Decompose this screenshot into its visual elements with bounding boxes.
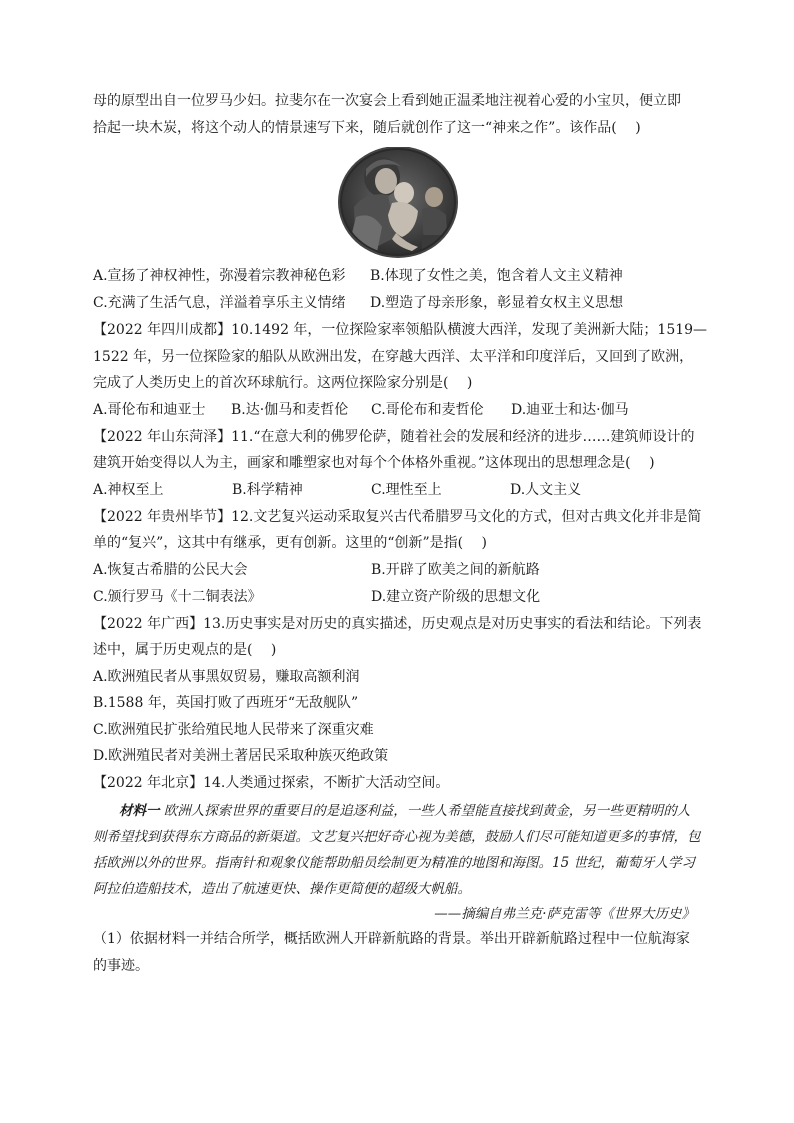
q10-line-1: 【2022 年四川成都】10.1492 年，一位探险家率领船队横渡大西洋，发现了美洲新大陆；1519—: [93, 322, 708, 338]
material-text: 欧洲人探索世界的重要目的是追逐利益，一些人希望能直接找到黄金，另一些更精明的人则希望找到获得东方商品的新渠道。文艺复兴把好奇心视为美德，鼓励人们尽可能知道更多的事情，包括欧洲以外的世界。指南针和观象仪能帮助船员绘制更为精准的地图和海图。15 世纪，葡萄牙人学习阿拉伯造船技术，造出了航速更快、操作更简便的超级大帆船。: [93, 803, 701, 897]
q9-option-a[interactable]: A.宣扬了神权神性，弥漫着宗教神秘色彩: [93, 268, 346, 284]
q9-option-b[interactable]: B.体现了女性之美，饱含着人文主义精神: [370, 268, 623, 284]
exam-page: [93, 88, 708, 979]
q13-option-c[interactable]: C.欧洲殖民扩张给殖民地人民带来了深重灾难: [93, 721, 374, 738]
q10-option-c[interactable]: C.哥伦布和麦哲伦: [371, 401, 484, 418]
q11-option-d[interactable]: D.人文主义: [510, 481, 582, 498]
q12-options-row-2: [93, 584, 703, 611]
intro-line-2: 拾起一块木炭，将这个动人的情景速写下来，随后就创作了这一“神来之作”。该作品( ): [93, 119, 641, 136]
q13-option-d[interactable]: D.欧洲殖民者对美洲土著居民采取种族灭绝政策: [93, 748, 389, 764]
q13-option-a[interactable]: A.欧洲殖民者从事黑奴贸易，赚取高额利润: [93, 668, 360, 685]
q10-options: [93, 397, 703, 424]
q12-option-b[interactable]: B.开辟了欧美之间的新航路: [371, 561, 540, 578]
q13-line-1: 【2022 年广西】13.历史事实是对历史的真实描述，历史观点是对历史事实的看法和结论。下列表: [93, 615, 702, 632]
q9-options-row-2: [93, 290, 703, 317]
q11-line-2: 建筑开始变得以人为主，画家和雕塑家也对每个个体格外重视。”这体现出的思想理念是( ): [93, 455, 655, 471]
intro-line-1: 母的原型出自一位罗马少妇。拉斐尔在一次宴会上看到她正温柔地注视着心爱的小宝贝，便立即: [93, 93, 681, 109]
q10-option-b[interactable]: B.达·伽马和麦哲伦: [231, 401, 349, 418]
material-label: 材料一: [119, 803, 160, 819]
q10-line-2: 1522 年，另一位探险家的船队从欧洲出发，在穿越大西洋、太平洋和印度洋后，又回到了欧洲，: [93, 348, 694, 365]
q13-line-2: 述中，属于历史观点的是( ): [93, 642, 277, 658]
q11-options: [93, 477, 703, 504]
material-source: ——摘编自弗兰克·萨克雷等《世界大历史》: [434, 906, 695, 922]
q10-option-d[interactable]: D.迪亚士和达·伽马: [511, 401, 629, 418]
q12-line-2: 单的“复兴”，这其中有继承，更有创新。这里的“创新”是指( ): [93, 535, 488, 551]
q9-option-c[interactable]: C.充满了生活气息，洋溢着享乐主义情绪: [93, 295, 346, 311]
q12-line-1: 【2022 年贵州毕节】12.文艺复兴运动采取复兴古代希腊罗马文化的方式，但对古典文化并非是简: [93, 508, 702, 525]
q12-options-row-1: [93, 557, 703, 584]
q12-option-d[interactable]: D.建立资产阶级的思想文化: [371, 588, 541, 605]
q10-line-3: 完成了人类历史上的首次环球航行。这两位探险家分别是( ): [93, 375, 473, 391]
q14-line-1: 【2022 年北京】14.人类通过探索，不断扩大活动空间。: [93, 774, 450, 791]
q11-option-b[interactable]: B.科学精神: [232, 481, 303, 498]
q11-option-c[interactable]: C.理性至上: [371, 481, 442, 498]
q9-option-d[interactable]: D.塑造了母亲形象，彰显着女权主义思想: [370, 295, 624, 311]
q10-option-a[interactable]: A.哥伦布和迪亚士: [93, 401, 206, 418]
q11-line-1: 【2022 年山东菏泽】11.“在意大利的佛罗伦萨，随着社会的发展和经济的进步……建筑师设计的: [93, 428, 695, 445]
q12-option-a[interactable]: A.恢复古希腊的公民大会: [93, 561, 248, 578]
q14-sub1-line-2: 的事迹。: [93, 957, 149, 974]
q9-options-row-1: [93, 263, 703, 290]
q14-sub1-line-1: （1）依据材料一并结合所学，概括欧洲人开辟新航路的背景。举出开辟新航路过程中一位航海家: [93, 931, 690, 947]
q14-material-one: [93, 798, 703, 902]
madonna-painting-figure: [93, 147, 703, 259]
q13-option-b[interactable]: B.1588 年，英国打败了西班牙“无敌舰队”: [93, 695, 359, 711]
q11-option-a[interactable]: A.神权至上: [93, 481, 164, 498]
q12-option-c[interactable]: C.颁行罗马《十二铜表法》: [93, 588, 262, 605]
madonna-della-seggiola-image: [336, 147, 460, 259]
